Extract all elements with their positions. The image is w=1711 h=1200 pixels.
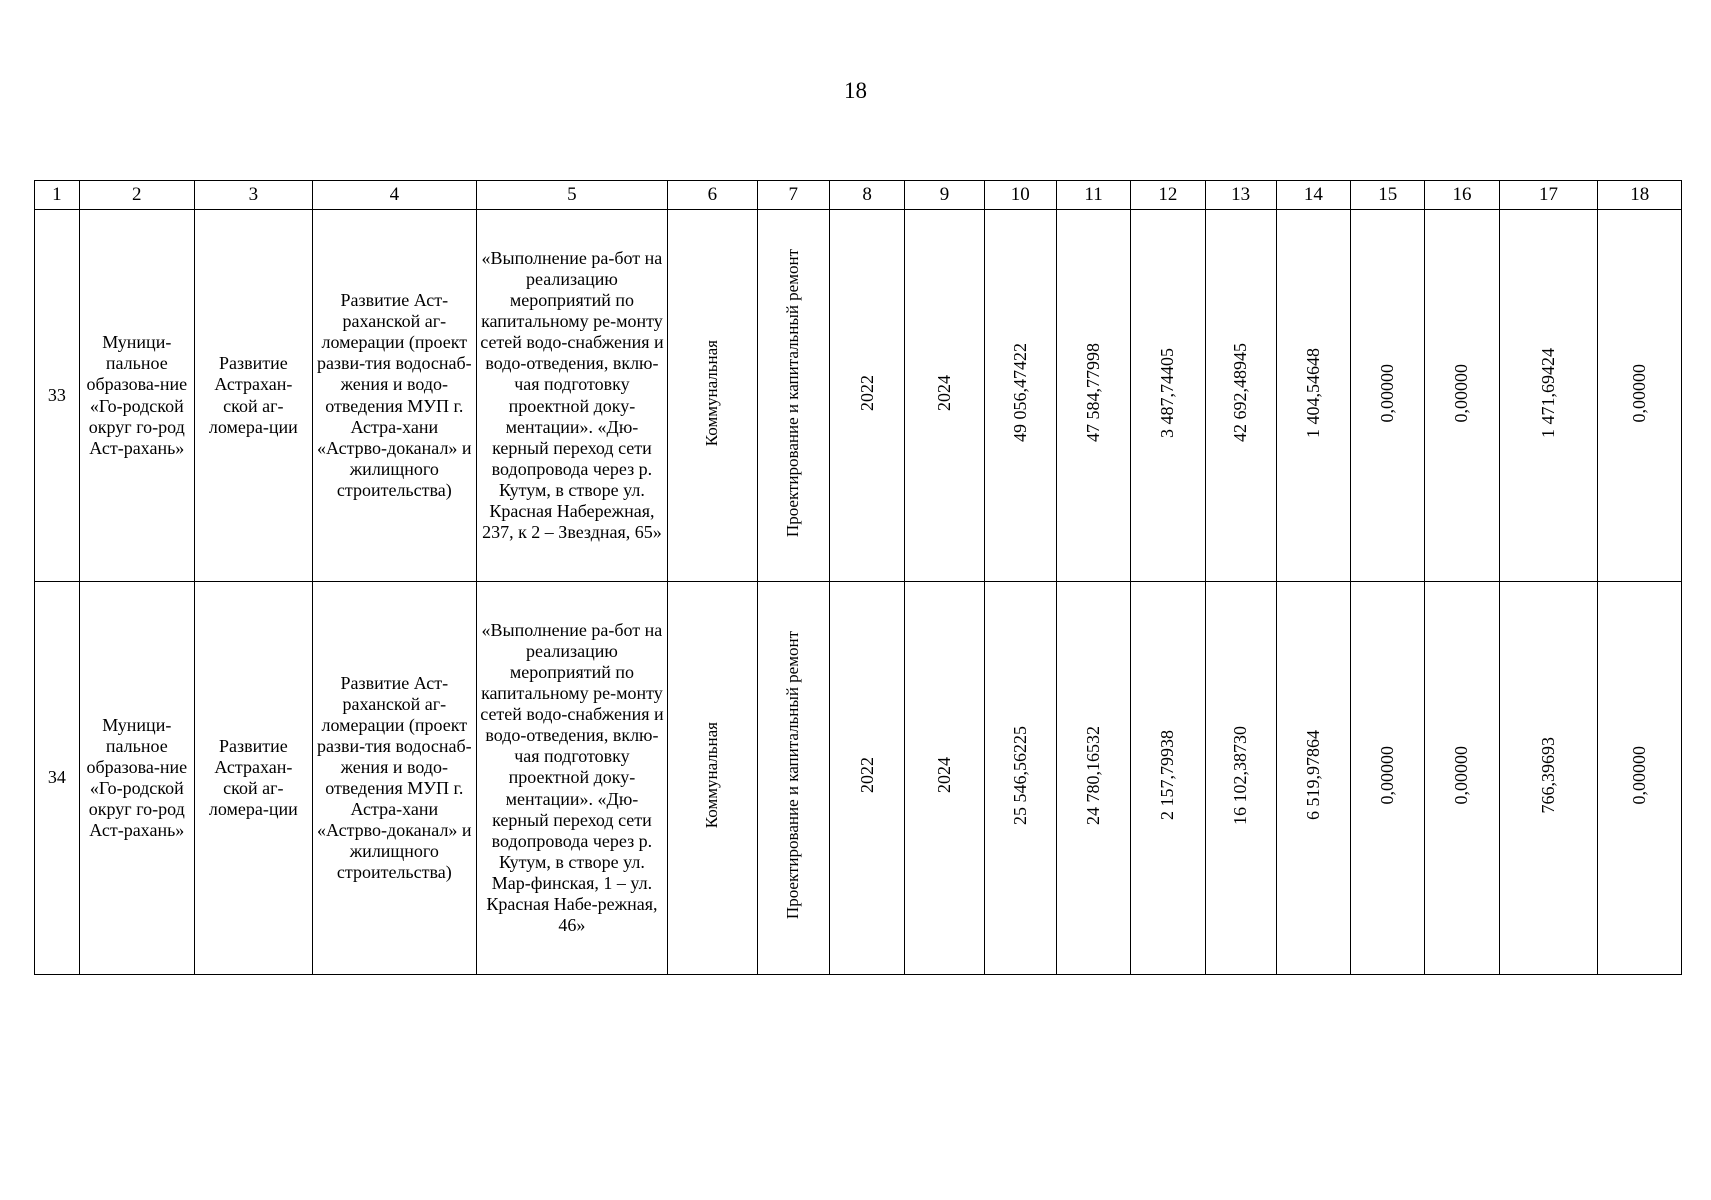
amount-text: 0,00000: [1451, 746, 1472, 805]
amount-cell: [1598, 210, 1682, 582]
column-header: 10: [984, 181, 1056, 210]
amount-text: 3 487,74405: [1157, 347, 1178, 438]
column-header: 7: [757, 181, 829, 210]
column-header: 2: [79, 181, 194, 210]
end-year-text: 2024: [933, 374, 954, 411]
sector-text: Коммунальная: [702, 339, 722, 447]
column-header: 12: [1131, 181, 1205, 210]
amount-cell: [1351, 210, 1425, 582]
work-type-text: Проектирование и капитальный ремонт: [783, 248, 803, 537]
amount-cell: [1425, 582, 1499, 975]
column-header: 8: [829, 181, 904, 210]
amount-cell: [1205, 210, 1276, 582]
amount-cell: [1499, 210, 1598, 582]
end-year-cell: [905, 210, 984, 582]
column-header: 9: [905, 181, 984, 210]
amount-text: 1 471,69424: [1537, 347, 1558, 438]
table-header-row: [35, 181, 1682, 210]
end-year-cell: [905, 582, 984, 975]
amount-cell: [1276, 582, 1350, 975]
work-type-cell: [757, 582, 829, 975]
table-row: [35, 582, 1682, 975]
amount-cell: [1205, 582, 1276, 975]
amount-text: 49 056,47422: [1009, 343, 1030, 443]
column-header: 4: [312, 181, 476, 210]
sector-cell: [668, 210, 758, 582]
column-header: 5: [476, 181, 667, 210]
amount-text: 25 546,56225: [1009, 725, 1030, 825]
amount-text: 0,00000: [1629, 363, 1650, 423]
amount-text: 766,39693: [1537, 737, 1558, 814]
column-header: 11: [1056, 181, 1130, 210]
amount-cell: [1131, 582, 1205, 975]
data-table: [34, 180, 1682, 975]
amount-text: 0,00000: [1451, 363, 1472, 423]
start-year-text: 2022: [856, 374, 877, 411]
amount-text: 1 404,54648: [1302, 347, 1323, 438]
municipality-cell: Муници-пальное образова-ние «Го-родской округ го-род Аст-рахань»: [79, 210, 194, 582]
page-number: 18: [844, 78, 867, 103]
work-type-cell: [757, 210, 829, 582]
amount-text: 47 584,77998: [1083, 343, 1104, 443]
project-cell: Развитие Аст-раханской аг-ломерации (проект разви-тия водоснаб-жения и водо-отведения МУП г. Астра-хани «Астрво-доканал» и жилищного строительства): [312, 210, 476, 582]
amount-cell: [1499, 582, 1598, 975]
column-header: 15: [1351, 181, 1425, 210]
amount-cell: [1276, 210, 1350, 582]
column-header: 13: [1205, 181, 1276, 210]
amount-cell: [984, 582, 1056, 975]
sector-cell: [668, 582, 758, 975]
column-header: 3: [194, 181, 312, 210]
amount-cell: [1131, 210, 1205, 582]
table-row: [35, 210, 1682, 582]
work-type-text: Проектирование и капитальный ремонт: [783, 631, 803, 920]
amount-text: 16 102,38730: [1230, 725, 1251, 825]
column-header: 17: [1499, 181, 1598, 210]
sector-text: Коммунальная: [702, 722, 722, 829]
row-number: 33: [35, 210, 80, 582]
row-number: 34: [35, 582, 80, 975]
amount-cell: [1598, 582, 1682, 975]
program-cell: Развитие Астрахан-ской аг-ломера-ции: [194, 582, 312, 975]
program-cell: Развитие Астрахан-ской аг-ломера-ции: [194, 210, 312, 582]
amount-cell: [984, 210, 1056, 582]
column-header: 14: [1276, 181, 1350, 210]
amount-text: 0,00000: [1377, 363, 1398, 423]
amount-text: 42 692,48945: [1230, 343, 1251, 443]
column-header: 18: [1598, 181, 1682, 210]
amount-cell: [1351, 582, 1425, 975]
object-description-cell: «Выполнение ра-бот на реализацию мероприятий по капитальному ре-монту сетей водо-снабжения и водо-отведения, вклю-чая подготовку проектной доку-ментации». «Дю-керный переход сети водопровода через р. Кутум, в створе ул. Красная Набережная, 237, к 2 – Звездная, 65»: [476, 210, 667, 582]
amount-cell: [1056, 210, 1130, 582]
column-header: 16: [1425, 181, 1499, 210]
start-year-text: 2022: [856, 757, 877, 794]
amount-text: 6 519,97864: [1302, 730, 1323, 821]
amount-text: 0,00000: [1377, 746, 1398, 805]
amount-cell: [1425, 210, 1499, 582]
amount-text: 24 780,16532: [1083, 725, 1104, 825]
start-year-cell: [829, 582, 904, 975]
amount-text: 0,00000: [1629, 746, 1650, 805]
column-header: 6: [668, 181, 758, 210]
amount-cell: [1056, 582, 1130, 975]
start-year-cell: [829, 210, 904, 582]
municipality-cell: Муници-пальное образова-ние «Го-родской округ го-род Аст-рахань»: [79, 582, 194, 975]
amount-text: 2 157,79938: [1157, 730, 1178, 821]
end-year-text: 2024: [933, 757, 954, 794]
object-description-cell: «Выполнение ра-бот на реализацию мероприятий по капитальному ре-монту сетей водо-снабжения и водо-отведения, вклю-чая подготовку проектной доку-ментации». «Дю-керный переход сети водопровода через р. Кутум, в створе ул. Мар-финская, 1 – ул. Красная Набе-режная, 46»: [476, 582, 667, 975]
column-header: 1: [35, 181, 80, 210]
project-cell: Развитие Аст-раханской аг-ломерации (проект разви-тия водоснаб-жения и водо-отведения МУП г. Астра-хани «Астрво-доканал» и жилищного строительства): [312, 582, 476, 975]
